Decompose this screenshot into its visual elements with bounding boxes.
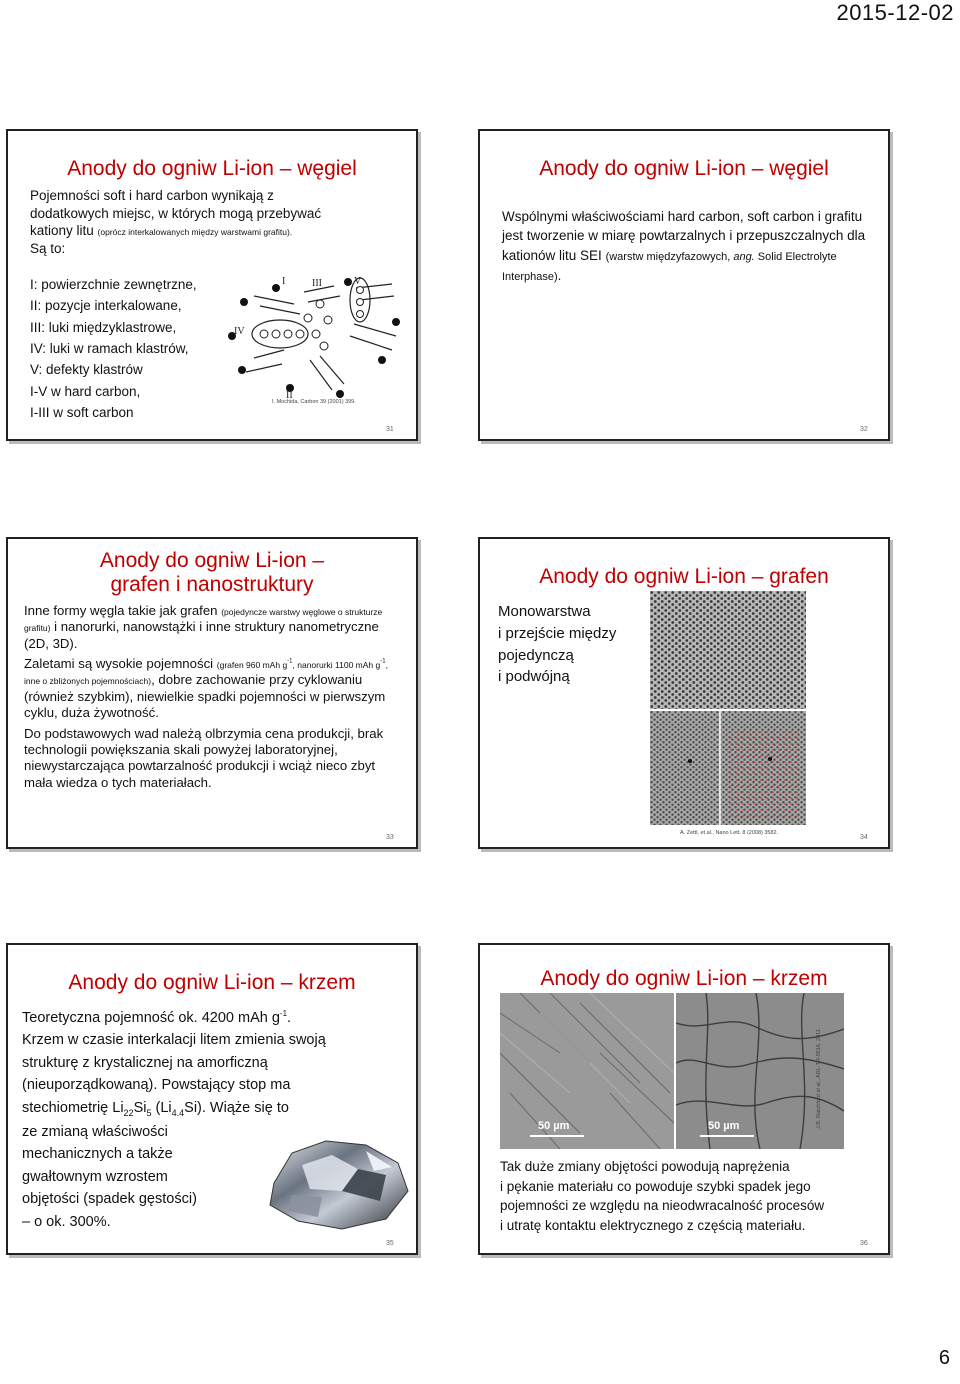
text-line: dodatkowych miejsc, w których mogą przebywać [30, 205, 322, 221]
slide-number: 31 [386, 426, 394, 433]
silicon-chunk-photo [262, 1135, 412, 1231]
label-II: II [286, 390, 293, 398]
text-small: , inne o zbliżonych pojemnościach) [24, 660, 388, 687]
text-main: Teoretyczna pojemność ok. 4200 mAh g [22, 1010, 280, 1026]
text-small: (warstw międzyfazowych, [605, 250, 734, 263]
scale-bar-left [530, 1135, 584, 1137]
text-main: i nanorurki, nanowstążki i inne struktury nanometryczne (2D, 3D). [24, 619, 379, 651]
slide-text [498, 601, 616, 688]
text-main: Zaletami są wysokie pojemności [24, 656, 217, 672]
list-item: I-III w soft carbon [30, 404, 134, 420]
label-I: I [282, 276, 286, 287]
text-small: , nanorurki 1100 mAh g [292, 660, 381, 671]
text-sup: -1 [279, 1009, 288, 1019]
text-main: Do podstawowych wad należą olbrzymia cena produkcji, brak technologii powiększania skali powyżej laboratoryjnej, niewystarczająca powtarzalność produkcji i wciąż nieco zbyt mała wiedza o tych materiałach. [24, 725, 384, 790]
slide-title: Anody do ogniw Li-ion – węgiel [539, 157, 829, 180]
text-line: Monowarstwa [498, 603, 591, 620]
slide-number: 36 [860, 1240, 868, 1247]
slide-31 [6, 129, 418, 441]
scale-label-right: 50 µm [708, 1120, 740, 1132]
slide-text [502, 207, 872, 286]
text-line: strukturę z krystalicznej na amorficzną [22, 1054, 268, 1071]
graphene-tem-image [650, 591, 806, 825]
text-sup: -1 [380, 658, 386, 665]
slide-title: Anody do ogniw Li-ion – krzem [540, 967, 828, 990]
list-item: II: pozycje interkalowane, [30, 298, 182, 314]
slide-32 [478, 129, 890, 441]
carbon-structure-diagram [224, 274, 402, 398]
text-main: stechiometrię Li [22, 1099, 124, 1116]
sites-list [30, 274, 197, 423]
slide-number: 32 [860, 426, 868, 433]
slide-number: 35 [386, 1240, 394, 1247]
text-line: Tak duże zmiany objętości powodują naprężenia [500, 1159, 790, 1174]
list-item: III: luki międzyklastrowe, [30, 319, 177, 335]
text-main: Si). Wiąże się to [184, 1099, 289, 1116]
text-sub: 5 [146, 1107, 152, 1118]
text-line: Krzem w czasie interkalacji litem zmienia swoją [22, 1032, 326, 1049]
slide-title: Anody do ogniw Li-ion – grafen [539, 565, 829, 588]
slide-title [8, 549, 416, 597]
text-line: ze zmianą właściwości [22, 1123, 168, 1140]
text-small: (oprócz interkalowanych między warstwami grafitu). [97, 227, 293, 238]
text-line: – o ok. 300%. [22, 1213, 111, 1230]
slide-number: 34 [860, 834, 868, 841]
label-III: III [312, 278, 322, 289]
text-line: i przejście między [498, 624, 617, 642]
text-sup: -1 [287, 658, 293, 665]
text-line: pojemności ze względu na nieodwracalność procesów [500, 1198, 825, 1214]
text-small: (pojedyncze warstwy węglowe o strukturze grafitu) [24, 607, 383, 634]
text-line: i pękanie materiału co powoduje szybki spadek jego [500, 1178, 811, 1194]
citation: A. Zettl, et al., Nano Lett. 8 (2008) 3582. [680, 830, 779, 836]
text-main: , dobre zachowanie przy cyklowaniu (również szybkim), niewielkie spadki pojemności w pierwszym cyklu, duża żywotność. [24, 672, 386, 721]
silicon-micrograph-left [500, 993, 674, 1149]
text-main: (Li [151, 1099, 172, 1116]
scale-label-left: 50 µm [538, 1120, 570, 1132]
slide-title: Anody do ogniw Li-ion – krzem [68, 971, 356, 994]
scale-bar-right [700, 1135, 754, 1137]
text-small: Solid Electrolyte Interphase) [502, 250, 837, 283]
text-line: Są to: [30, 240, 66, 256]
page-number: 6 [938, 1347, 950, 1369]
list-item: I: powierzchnie zewnętrzne, [30, 277, 197, 292]
citation: J.B. Ratchford et al., ARL-TR-5616, 2011. [816, 1027, 822, 1129]
citation: I. Mochida, Carbon 39 (2001) 399. [272, 399, 356, 405]
list-item: V: defekty klastrów [30, 362, 143, 378]
text-line: i utratę kontaktu elektrycznego z częścią materiału. [500, 1217, 806, 1233]
text-line: mechanicznych a także [22, 1146, 173, 1163]
date-header: 2015-12-02 [836, 0, 954, 25]
text-main: Si [133, 1099, 147, 1116]
list-item: I-V w hard carbon, [30, 383, 141, 399]
text-small: ang. [733, 250, 755, 263]
text-main: . [287, 1010, 292, 1026]
title-line: Anody do ogniw Li-ion – [99, 549, 325, 572]
title-line: grafen i nanostruktury [110, 573, 314, 597]
label-V: V [354, 276, 362, 287]
text-line: gwałtownym wzrostem [22, 1168, 168, 1185]
text-small: (grafen 960 mAh g [216, 660, 288, 671]
slide-36 [478, 943, 890, 1255]
slide-33 [6, 537, 418, 849]
text-sub: 22 [123, 1107, 134, 1118]
slide-text [24, 603, 406, 791]
text-line: (nieuporządkowaną). Powstający stop ma [22, 1077, 291, 1094]
list-item: IV: luki w ramach klastrów, [30, 340, 189, 356]
slide-text [30, 187, 321, 257]
slide-number: 33 [386, 834, 394, 841]
slide-34 [478, 537, 890, 849]
slide-title: Anody do ogniw Li-ion – węgiel [67, 157, 357, 180]
text-line: Pojemności soft i hard carbon wynikają z [30, 188, 274, 203]
text-line: pojedynczą [498, 646, 574, 664]
text-main: Wspólnymi właściwościami hard carbon, soft carbon i grafitu jest tworzenie w miarę powtarzalnych i przepuszczalnych dla kationów litu SEI [502, 209, 866, 263]
slide-35 [6, 943, 418, 1255]
text-line: kationy litu [30, 223, 98, 239]
text-sub: 4.4 [171, 1107, 185, 1118]
text-line: i podwójną [498, 668, 570, 686]
text-line: objętości (spadek gęstości) [22, 1191, 197, 1208]
slide-text [500, 1157, 824, 1235]
label-IV: IV [234, 326, 245, 337]
text-main: Inne formy węgla takie jak grafen [24, 603, 222, 618]
text-main: . [557, 267, 562, 283]
